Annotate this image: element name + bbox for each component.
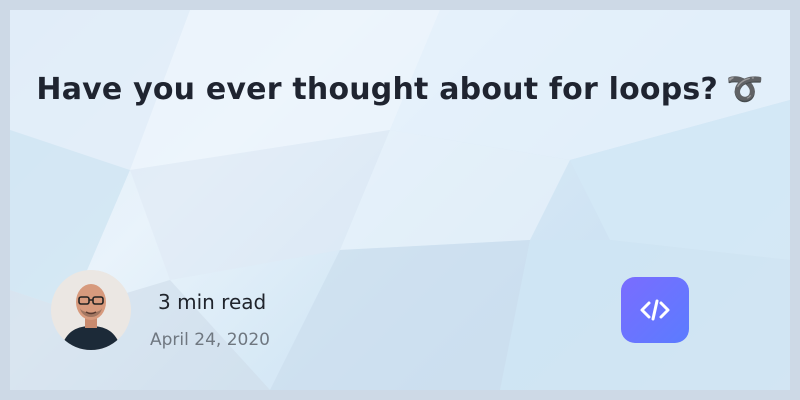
read-time: 3 min read	[158, 290, 267, 314]
publish-date: April 24, 2020	[150, 330, 270, 350]
author-avatar	[51, 270, 131, 350]
author-portrait-icon	[51, 270, 131, 350]
brand-logo	[621, 277, 689, 343]
social-card	[10, 10, 790, 390]
code-brackets-icon	[635, 290, 675, 330]
post-title-text: Have you ever thought about for loops?	[36, 72, 719, 107]
post-title	[10, 72, 790, 107]
curly-loop-icon: ➰	[726, 72, 764, 107]
